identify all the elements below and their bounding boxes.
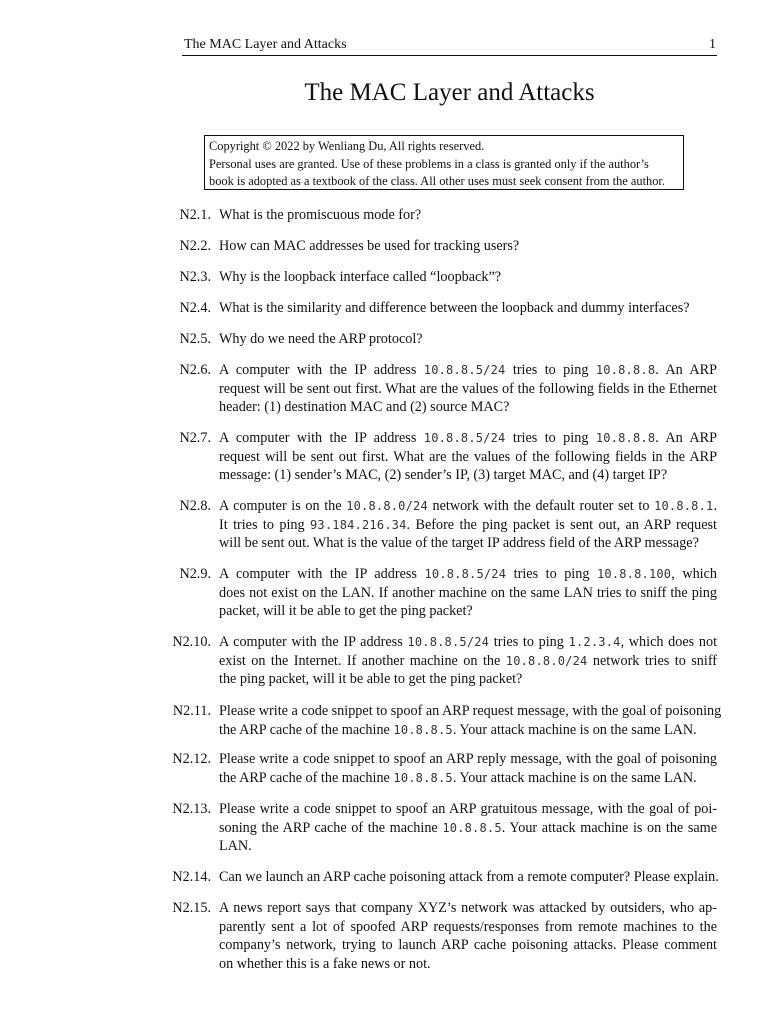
question-line — [219, 800, 717, 819]
text-span: Why is the loopback interface called “loopback”? — [219, 269, 502, 285]
question-line — [219, 868, 717, 887]
text-span: A computer with the IP address — [219, 430, 424, 446]
question-line — [219, 702, 722, 721]
question-number: N2.1. — [179, 207, 211, 223]
question-text — [219, 497, 717, 553]
text-span: . Your attack machine is on the same LAN. — [452, 721, 697, 738]
code-literal: 93.184.216.34 — [310, 517, 407, 532]
question-text — [219, 237, 717, 256]
page-title: The MAC Layer and Attacks — [304, 79, 595, 106]
question-line — [219, 448, 717, 467]
question-line — [219, 584, 717, 603]
question-line — [219, 837, 717, 856]
text-span: the ARP cache of the machine — [219, 769, 394, 786]
text-span: the ARP cache of the machine — [219, 721, 394, 738]
question-number: N2.14. — [172, 869, 211, 885]
text-span: network tries to sniff — [587, 652, 718, 669]
text-span: LAN. — [219, 838, 252, 854]
question-line — [219, 398, 717, 417]
question-text — [219, 429, 717, 485]
text-span: , which — [671, 566, 717, 582]
copyright-line: book is adopted as a textbook of the class. All other uses must seek consent from the author. — [209, 174, 665, 188]
question-number: N2.2. — [179, 238, 211, 254]
code-literal: 10.8.8.100 — [596, 567, 672, 581]
question-line — [219, 268, 717, 287]
question-text — [219, 800, 717, 856]
text-span: does not exist on the LAN. If another machine on the same LAN tries to sniff the ping — [219, 584, 717, 601]
text-span: . Before the ping packet is sent out, an ARP request — [406, 516, 717, 533]
question-number: N2.11. — [172, 703, 211, 719]
code-literal: 10.8.8.8 — [595, 431, 656, 445]
text-span: Can we launch an ARP cache poisoning attack from a remote computer? Please explain. — [219, 869, 719, 885]
question-number: N2.13. — [172, 801, 211, 817]
text-span: . Your attack machine is on the same LAN. — [452, 769, 697, 786]
text-span: . Your attack machine is on the same — [501, 819, 717, 836]
question-line — [219, 721, 717, 740]
text-span: message: (1) sender’s MAC, (2) sender’s IP, (3) target MAC, and (4) target IP? — [219, 467, 668, 483]
question-number: N2.5. — [179, 331, 211, 347]
text-span: the ping packet, will it be able to get the ping packet? — [219, 671, 523, 687]
question-line — [219, 670, 717, 689]
question-text — [219, 750, 717, 787]
text-span: will be sent out. What is the value of the target IP address field of the ARP message? — [219, 535, 699, 551]
question-line — [219, 380, 717, 399]
header-rule — [182, 55, 717, 56]
text-span: tries to ping — [489, 634, 569, 650]
question-line — [219, 299, 717, 318]
question-line — [219, 206, 717, 225]
question-line — [219, 237, 717, 256]
text-span: A computer with the IP address — [219, 362, 424, 378]
code-literal: 10.8.8.0/24 — [505, 653, 588, 668]
text-span: Please write a code snippet to spoof an ARP request message, with the goal of poisoning — [219, 703, 722, 719]
question-line — [219, 899, 717, 918]
text-span: header: (1) destination MAC and (2) source MAC? — [219, 399, 510, 415]
question-line — [219, 936, 717, 955]
text-span: Please write a code snippet to spoof an ARP reply message, with the goal of poisoning — [219, 751, 717, 767]
code-literal: 10.8.8.5 — [393, 722, 453, 737]
question-text — [219, 268, 717, 287]
question-line — [219, 918, 717, 937]
question-line — [219, 497, 717, 516]
question-number: N2.7. — [179, 430, 211, 446]
text-span: A news report says that company XYZ’s network was attacked by outsiders, who ap- — [219, 900, 717, 916]
question-text — [219, 899, 717, 973]
copyright-line: Personal uses are granted. Use of these problems in a class is granted only if the author’s — [209, 156, 649, 171]
text-span: company’s network, trying to launch ARP cache poisoning attacks. Please comment — [219, 937, 717, 953]
question-line — [219, 534, 717, 553]
text-span: What is the promiscuous mode for? — [219, 207, 422, 223]
question-text — [219, 565, 717, 621]
text-span: How can MAC addresses be used for tracking users? — [219, 238, 520, 254]
text-span: request will be sent out first. What are the values of the following fields in the Ethernet — [219, 380, 717, 397]
text-span: It tries to ping — [219, 516, 310, 533]
copyright-line: Copyright © 2022 by Wenliang Du, All rights reserved. — [209, 139, 485, 153]
question-line — [219, 429, 717, 448]
question-line — [219, 955, 717, 974]
text-span: . — [713, 498, 718, 514]
question-number: N2.6. — [179, 362, 211, 378]
question-text — [219, 330, 717, 349]
code-literal: 10.8.8.8 — [595, 363, 656, 377]
text-span: A computer is on the — [219, 498, 347, 514]
code-literal: 10.8.8.5/24 — [407, 635, 490, 649]
text-span: on whether this is a fake news or not. — [219, 955, 431, 972]
question-number: N2.8. — [179, 498, 211, 514]
text-span: , which does not — [620, 634, 718, 650]
question-line — [219, 330, 717, 349]
code-literal: 10.8.8.5/24 — [423, 363, 506, 377]
question-line — [219, 769, 717, 788]
text-span: parently sent a lot of spoofed ARP requests/responses from remote machines to the — [219, 918, 717, 935]
text-span: tries to ping — [505, 430, 596, 446]
text-span: . An ARP — [655, 430, 718, 446]
code-literal: 10.8.8.5/24 — [423, 431, 506, 445]
question-line — [219, 819, 717, 838]
question-number: N2.3. — [179, 269, 211, 285]
question-line — [219, 466, 717, 485]
code-literal: 10.8.8.1 — [654, 499, 714, 513]
code-literal: 10.8.8.5/24 — [424, 567, 507, 581]
question-line — [219, 633, 717, 652]
question-line — [219, 361, 717, 380]
question-text — [219, 206, 717, 225]
code-literal: 10.8.8.5 — [442, 820, 502, 835]
question-line — [219, 516, 717, 535]
text-span: What is the similarity and difference between the loopback and dummy interfaces? — [219, 300, 690, 316]
text-span: . An ARP — [655, 362, 718, 378]
running-head-title: The MAC Layer and Attacks — [184, 37, 347, 52]
text-span: Please write a code snippet to spoof an ARP gratuitous message, with the goal of poi- — [219, 801, 717, 817]
question-number: N2.9. — [179, 566, 211, 582]
question-number: N2.15. — [172, 900, 211, 916]
code-literal: 10.8.8.5 — [393, 770, 453, 785]
question-line — [219, 750, 717, 769]
text-span: request will be sent out first. What are the values of the following fields in the ARP — [219, 448, 717, 465]
code-literal: 1.2.3.4 — [568, 635, 621, 649]
copyright-notice — [204, 135, 684, 190]
text-span: Why do we need the ARP protocol? — [219, 331, 423, 347]
question-number: N2.10. — [172, 634, 211, 650]
page-number: 1 — [709, 37, 716, 52]
text-span: A computer with the IP address — [219, 634, 408, 650]
text-span: soning the ARP cache of the machine — [219, 819, 443, 836]
text-span: packet, will it be able to get the ping packet? — [219, 603, 473, 619]
question-text — [219, 702, 722, 739]
question-line — [219, 652, 717, 671]
question-text — [219, 633, 717, 689]
question-line — [219, 565, 717, 584]
text-span: network with the default router set to — [427, 498, 655, 514]
question-number: N2.12. — [172, 751, 211, 767]
text-span: tries to ping — [505, 362, 596, 378]
text-span: exist on the Internet. If another machine on the — [219, 652, 506, 669]
code-literal: 10.8.8.0/24 — [346, 499, 428, 513]
text-span: A computer with the IP address — [219, 566, 425, 582]
question-line — [219, 602, 717, 621]
question-text — [219, 299, 717, 318]
text-span: tries to ping — [506, 566, 597, 582]
question-number: N2.4. — [179, 300, 211, 316]
question-text — [219, 361, 717, 417]
question-text — [219, 868, 717, 887]
